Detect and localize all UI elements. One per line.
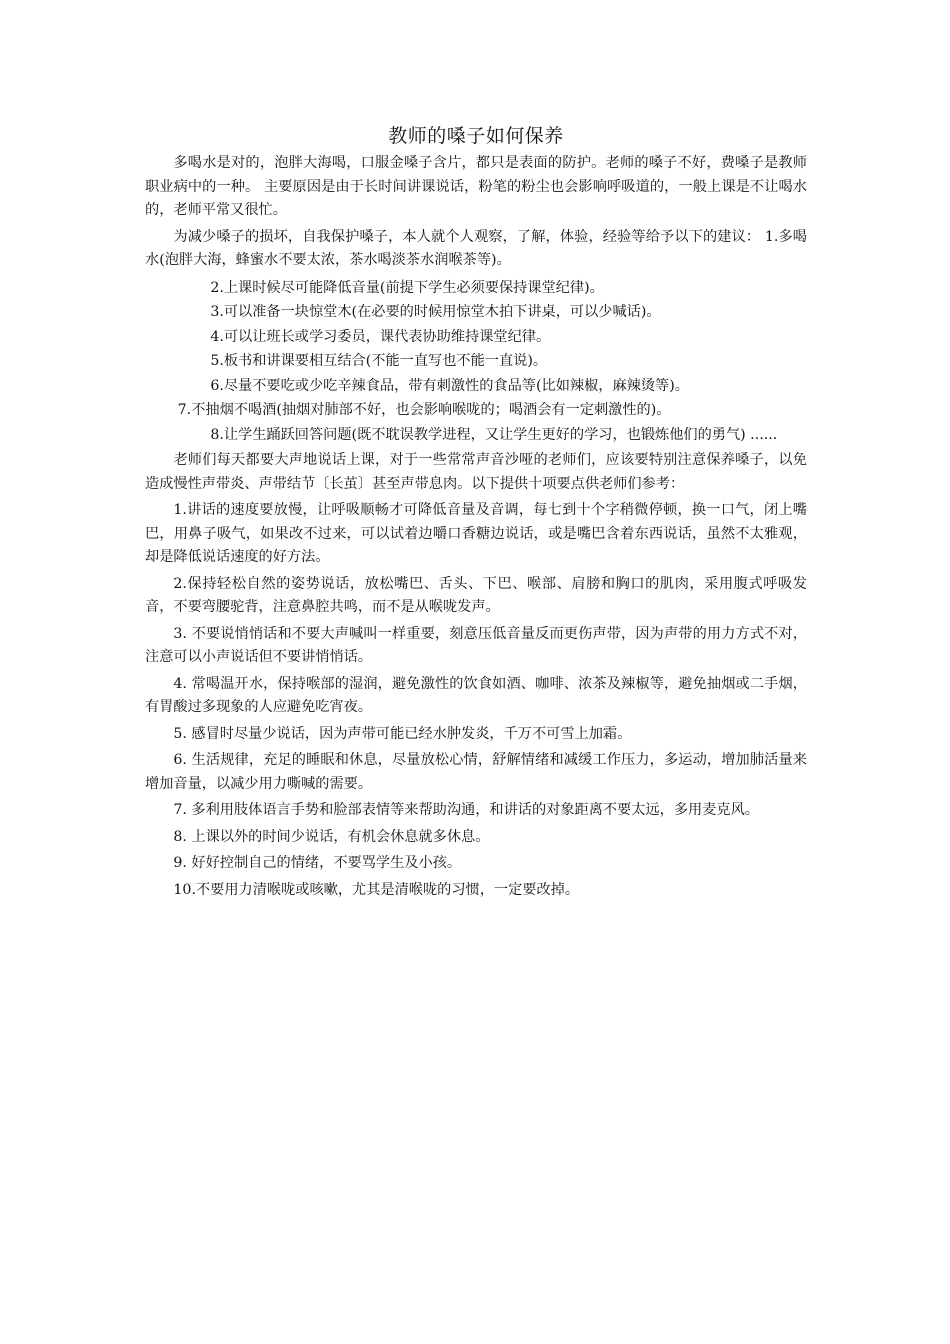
document-title: 教师的嗓子如何保养 xyxy=(388,125,564,147)
advice-item: 4.可以让班长或学习委员，课代表协助维持课堂纪律。 xyxy=(210,328,551,345)
document-page xyxy=(145,122,807,905)
advice-item: 2.上课时候尽可能降低音量(前提下学生必须要保持课堂纪律)。 xyxy=(210,279,604,296)
advice-item-7: 7.不抽烟不喝酒(抽烟对肺部不好，也会影响喉咙的；喝酒会有一定刺激性的)。 xyxy=(177,402,671,418)
advice-item: 3.可以准备一块惊堂木(在必要的时候用惊堂木拍下讲桌，可以少喊话)。 xyxy=(210,304,661,320)
tip-item: 2.保持轻松自然的姿势说话，放松嘴巴、舌头、下巴、喉部、肩膀和胸口的肌肉，采用腹式呼吸发音，不要弯腰驼背，注意鼻腔共鸣，而不是从喉咙发声。 xyxy=(145,575,807,615)
advice-item: 6.尽量不要吃或少吃辛辣食品，带有刺激性的食品等(比如辣椒，麻辣烫等)。 xyxy=(210,377,689,394)
advice-item: 5.板书和讲课要相互结合(不能一直写也不能一直说)。 xyxy=(210,353,548,369)
tip-item: 7. 多利用肢体语言手势和脸部表情等来帮助沟通，和讲话的对象距离不要太远，多用麦克风。 xyxy=(173,802,759,818)
tips-intro-paragraph: 老师们每天都要大声地说话上课，对于一些常常声音沙哑的老师们，应该要特别注意保养嗓子，以免造成慢性声带炎、声带结节〔长茧〕甚至声带息肉。以下提供十项要点供老师们参考： xyxy=(145,452,807,492)
intro-paragraph: 多喝水是对的，泡胖大海喝，口服金嗓子含片，都只是表面的防护。老师的嗓子不好，费嗓子是教师职业病中的一种。 主要原因是由于长时间讲课说话，粉笔的粉尘也会影响呼吸道的，一般上课是不让喝水的，老师平常又很忙。 xyxy=(145,155,807,218)
advice-intro-paragraph: 为减少嗓子的损坏，自我保护嗓子，本人就个人观察，了解，体验，经验等给予以下的建议： 1.多喝水(泡胖大海，蜂蜜水不要太浓，茶水喝淡茶水润喉茶等)。 xyxy=(145,228,807,268)
tip-item: 10.不要用力清喉咙或咳嗽，尤其是清喉咙的习惯，一定要改掉。 xyxy=(173,881,580,898)
tip-item: 9. 好好控制自己的情绪，不要骂学生及小孩。 xyxy=(173,855,462,871)
advice-item-8: 8.让学生踊跃回答问题(既不耽误教学进程，又让学生更好的学习，也锻炼他们的勇气) ...... xyxy=(210,426,778,443)
tip-item: 4. 常喝温开水，保持喉部的湿润，避免激性的饮食如酒、咖啡、浓茶及辣椒等，避免抽烟或二手烟，有胃酸过多现象的人应避免吃宵夜。 xyxy=(145,675,807,715)
tip-item: 6. 生活规律，充足的睡眠和休息，尽量放松心情，舒解情绪和减缓工作压力，多运动，增加肺活量来增加音量，以减少用力嘶喊的需要。 xyxy=(145,752,807,792)
tip-item: 8. 上课以外的时间少说话，有机会休息就多休息。 xyxy=(173,828,490,845)
tip-item: 5. 感冒时尽量少说话，因为声带可能已经水肿发炎，千万不可雪上加霜。 xyxy=(173,725,632,742)
tip-item: 3. 不要说悄悄话和不要大声喊叫一样重要，刻意压低音量反而更伤声带，因为声带的用力方式不对，注意可以小声说话但不要讲悄悄话。 xyxy=(145,625,807,665)
tip-item: 1.讲话的速度要放慢，让呼吸顺畅才可降低音量及音调，每七到十个字稍微停顿，换一口气，闭上嘴巴，用鼻子吸气，如果改不过来，可以试着边嚼口香糖边说话，或是嘴巴含着东西说话，虽然不太雅观，却是降低说话速度的好方法。 xyxy=(145,502,807,565)
